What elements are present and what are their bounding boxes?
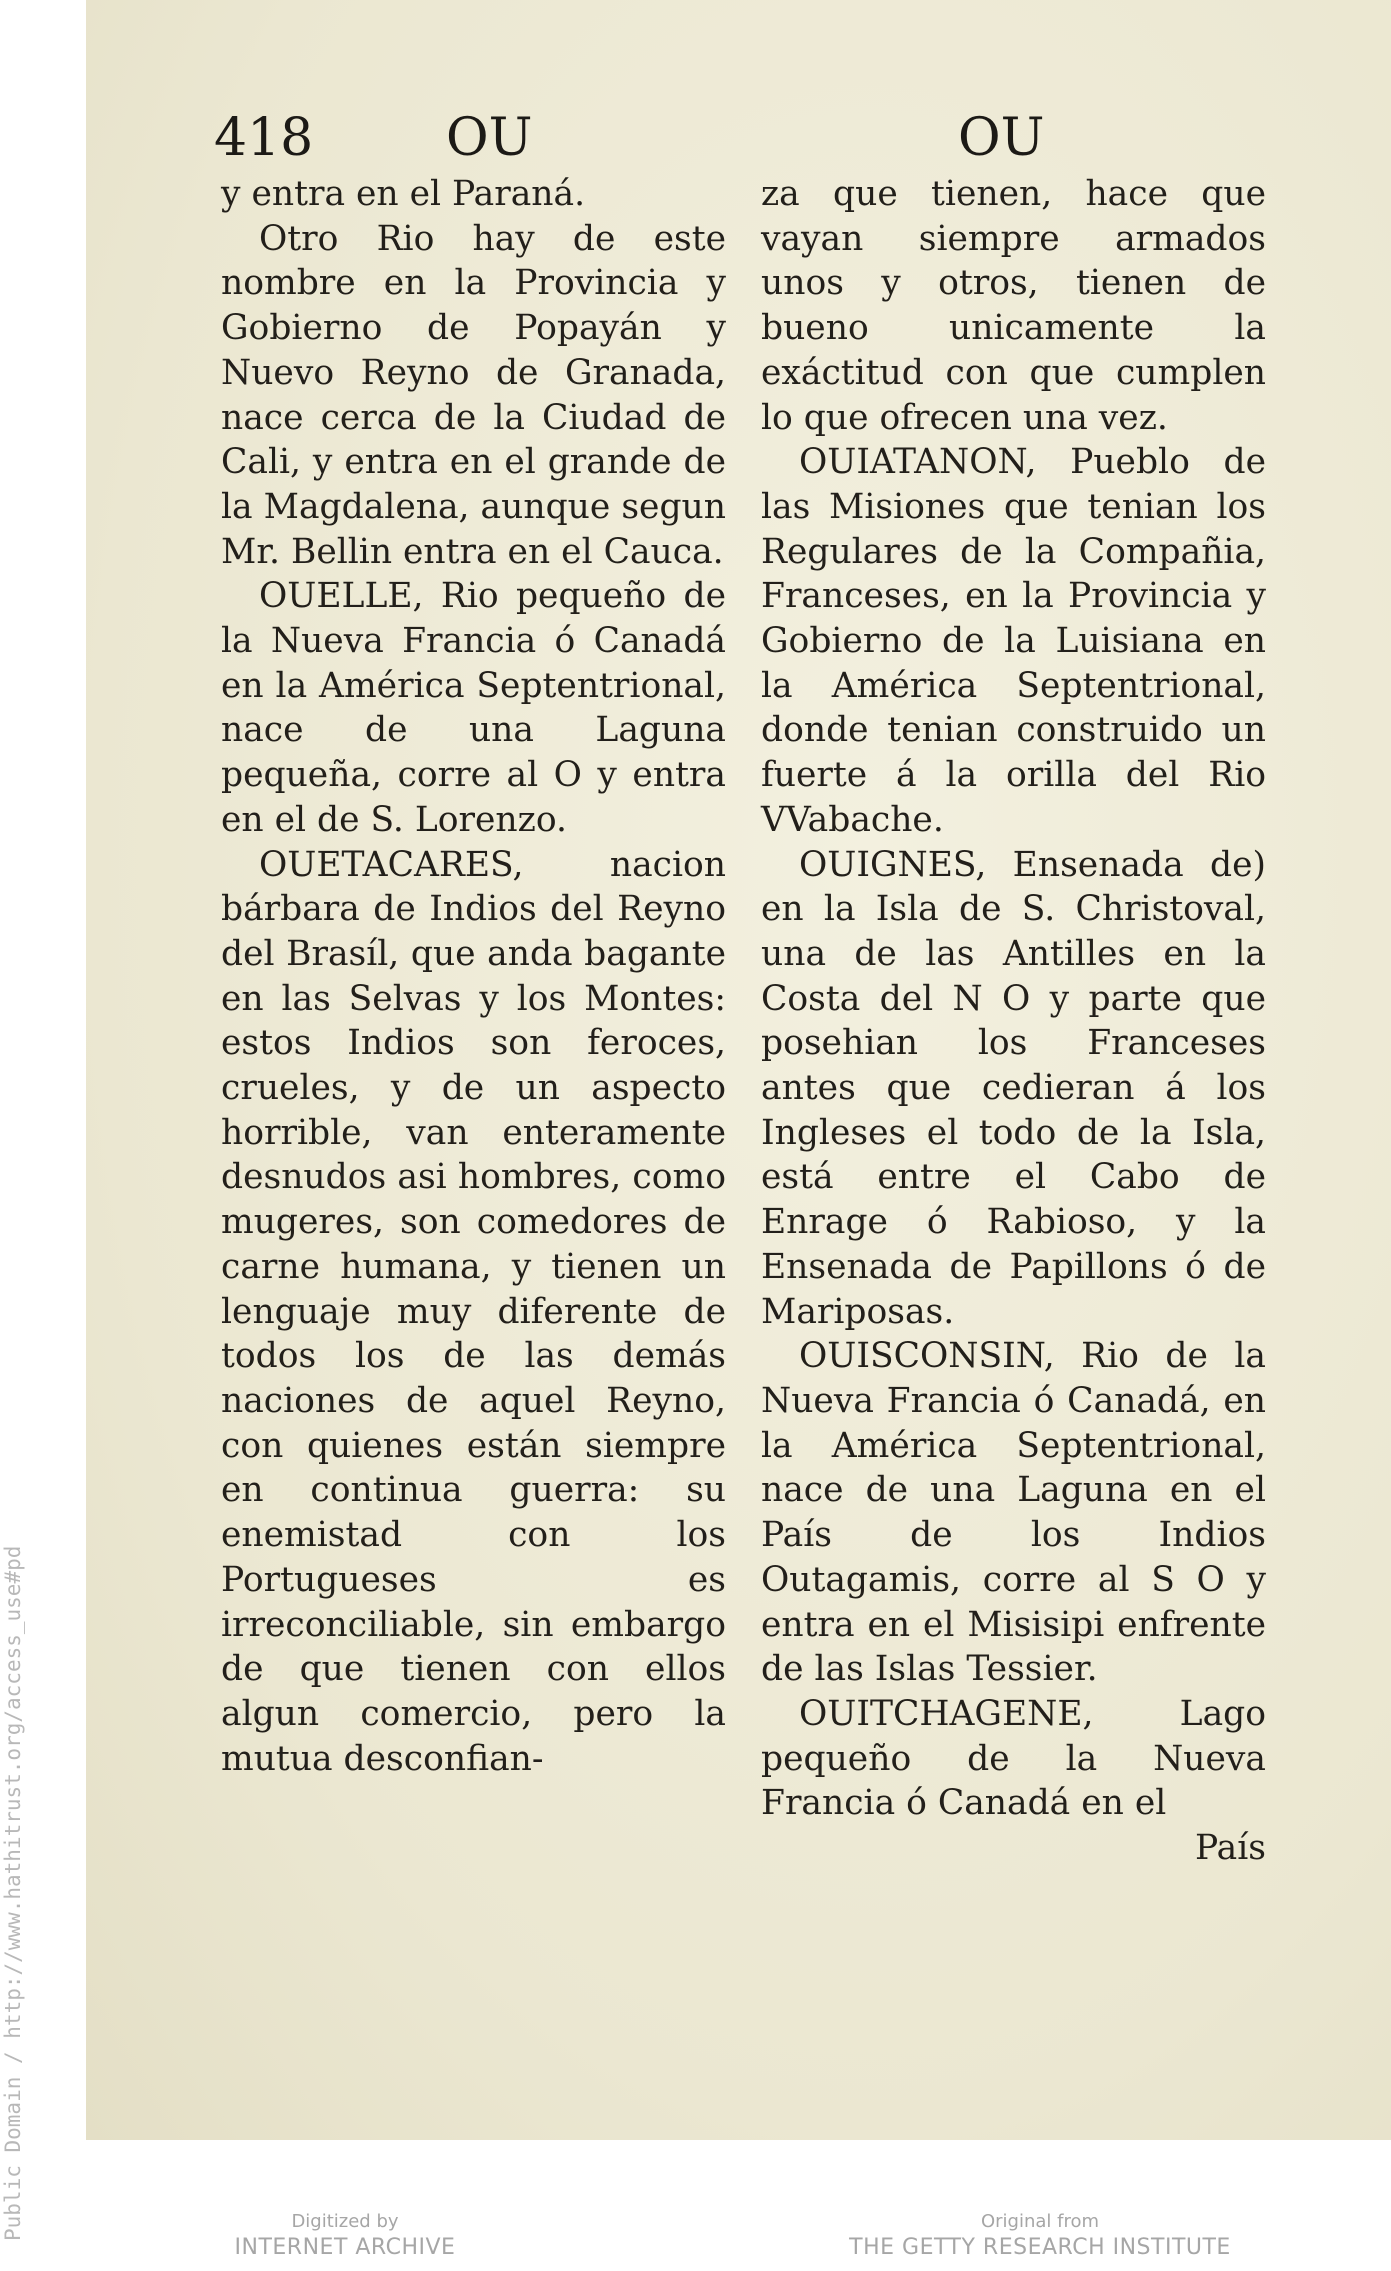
digitizer-name: INTERNET ARCHIVE (234, 2235, 456, 2260)
left-column (221, 172, 726, 1781)
paragraph: y entra en el Paraná. (221, 174, 586, 214)
entry-ouiatanon: OUIATANON, Pueblo de las Misiones que tenian los Regulares de la Compañia, Franceses, en la Provincia y Gobierno de la Luisiana en la América Septentrional, donde tenian construido un fuerte á la orilla del Rio VVabache. (761, 442, 1266, 840)
paragraph: za que tienen, hace que vayan siempre armados unos y otros, tienen de bueno unicamente la exáctitud con que cumplen lo que ofrecen una vez. (761, 174, 1266, 438)
entry-ouisconsin: OUISCONSIN, Rio de la Nueva Francia ó Canadá, en la América Septentrional, nace de una Laguna en el País de los Indios Outagamis, corre al S O y entra en el Misisipi enfrente de las Islas Tessier. (761, 1336, 1266, 1690)
entry-ouetacares: OUETACARES, nacion bárbara de Indios del Reyno del Brasíl, que anda bagante en las Selvas y los Montes: estos Indios son feroces, crueles, y de un aspecto horrible, van enteramente desnudos asi hombres, como mugeres, son comedores de carne humana, y tienen un lenguaje muy diferente de todos los de las demás naciones de aquel Reyno, con quienes están siempre en continua guerra: su enemistad con los Portugueses es irreconciliable, sin embargo de que tienen con ellos algun comercio, pero la mutua desconfian- (221, 844, 726, 1779)
stamp-text (0, 1141, 26, 2241)
original-from (840, 2210, 1240, 2262)
stamp-line-2: Public Domain / http://www.hathitrust.org/access_use#pd (1, 1545, 25, 2241)
digitized-by-label: Digitized by (291, 2211, 399, 2232)
right-column-title: OU (958, 108, 1045, 168)
institution-name: THE GETTY RESEARCH INSTITUTE (849, 2235, 1231, 2260)
hathitrust-stamp (0, 0, 60, 2271)
running-header (86, 108, 1391, 178)
entry-ouelle: OUELLE, Rio pequeño de la Nueva Francia ó Canadá en la América Septentrional, nace de una Laguna pequeña, corre al O y entra en el de S. Lorenzo. (221, 576, 726, 840)
right-column (761, 172, 1266, 1871)
page-number: 418 (214, 108, 314, 168)
paragraph: Otro Rio hay de este nombre en la Provincia y Gobierno de Popayán y Nuevo Reyno de Granada, nace cerca de la Ciudad de Cali, y entra en el grande de la Magdalena, aunque segun Mr. Bellin entra en el Cauca. (221, 218, 726, 572)
left-column-title: OU (446, 108, 533, 168)
digitized-by (220, 2210, 470, 2262)
scanned-page (86, 0, 1391, 2140)
original-from-label: Original from (980, 2211, 1100, 2232)
catchword: País (1195, 1828, 1266, 1869)
entry-ouitchagene: OUITCHAGENE, Lago pequeño de la Nueva Francia ó Canadá en el (761, 1693, 1266, 1824)
entry-ouignes: OUIGNES, Ensenada de) en la Isla de S. Christoval, una de las Antilles en la Costa del N O y parte que posehian los Franceses antes que cedieran á los Ingleses el todo de la Isla, está entre el Cabo de Enrage ó Rabioso, y la Ensenada de Papillons ó de Mariposas. (761, 844, 1266, 1332)
